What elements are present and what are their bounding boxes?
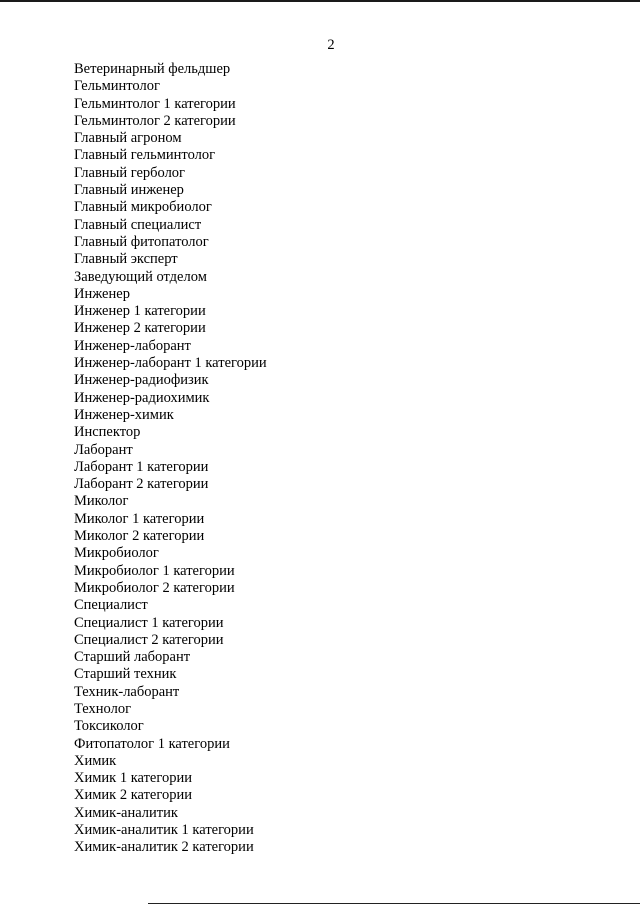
list-item: Инженер-химик [74, 406, 174, 423]
list-item: Старший техник [74, 666, 177, 683]
list-item: Микробиолог [74, 545, 159, 562]
list-item: Инженер [74, 285, 130, 302]
list-item: Специалист 1 категории [74, 614, 224, 631]
list-item: Миколог 1 категории [74, 510, 205, 527]
list-item: Инженер 2 категории [74, 320, 206, 337]
list-item: Микробиолог 2 категории [74, 579, 235, 596]
list-item: Инженер-лаборант [74, 337, 191, 354]
list-item: Главный инженер [74, 182, 184, 199]
list-item: Инженер-радиофизик [74, 372, 209, 389]
list-item: Главный фитопатолог [74, 233, 209, 250]
list-item: Фитопатолог 1 категории [74, 735, 230, 752]
list-item: Инженер-радиохимик [74, 389, 210, 406]
list-item: Инспектор [74, 424, 141, 441]
list-item: Химик 2 категории [74, 787, 192, 804]
list-item: Лаборант [74, 441, 133, 458]
list-item: Инженер-лаборант 1 категории [74, 355, 267, 372]
list-item: Специалист 2 категории [74, 631, 224, 648]
list-item: Химик-аналитик [74, 804, 178, 821]
list-item: Главный специалист [74, 216, 202, 233]
list-item: Миколог [74, 493, 129, 510]
list-item: Химик [74, 752, 117, 769]
page-number: 2 [327, 37, 335, 53]
list-item: Лаборант 1 категории [74, 458, 209, 475]
list-item: Главный агроном [74, 130, 182, 147]
list-item: Гельминтолог 2 категории [74, 112, 236, 129]
list-item: Главный микробиолог [74, 199, 212, 216]
list-item: Главный гельминтолог [74, 147, 216, 164]
list-item: Специалист [74, 597, 148, 614]
list-item: Технолог [74, 700, 132, 717]
list-item: Старший лаборант [74, 649, 191, 666]
list-item: Химик 1 категории [74, 770, 192, 787]
list-item: Ветеринарный фельдшер [74, 61, 231, 77]
list-item: Гельминтолог [74, 78, 160, 95]
list-item: Инженер 1 категории [74, 303, 206, 320]
position-list [74, 61, 267, 857]
list-item: Лаборант 2 категории [74, 476, 209, 493]
list-item: Химик-аналитик 2 категории [74, 839, 254, 856]
bottom-scan-edge [148, 903, 640, 904]
list-item: Главный герболог [74, 164, 186, 181]
list-item: Главный эксперт [74, 251, 178, 268]
list-item: Техник-лаборант [74, 683, 180, 700]
list-item: Миколог 2 категории [74, 528, 205, 545]
list-item: Микробиолог 1 категории [74, 562, 235, 579]
list-item: Гельминтолог 1 категории [74, 95, 236, 112]
list-item: Токсиколог [74, 718, 144, 735]
top-scan-edge [0, 0, 640, 2]
list-item: Заведующий отделом [74, 268, 207, 285]
list-item: Химик-аналитик 1 категории [74, 822, 254, 839]
